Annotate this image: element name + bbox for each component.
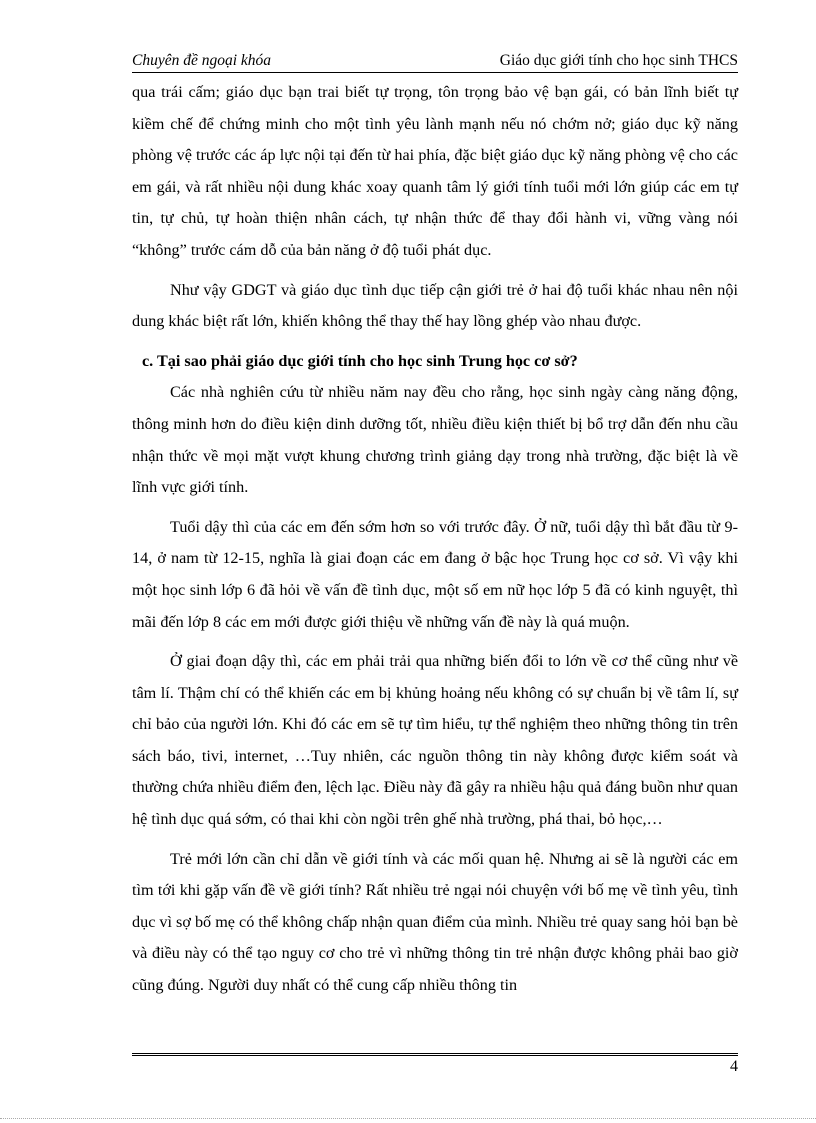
page-number: 4 <box>730 1058 738 1075</box>
header-left-title: Chuyên đề ngoại khóa <box>132 52 272 69</box>
page-header <box>132 50 738 73</box>
footer-rule <box>132 1053 738 1056</box>
document-body <box>132 77 738 1002</box>
header-right-title: Giáo dục giới tính cho học sinh THCS <box>499 52 738 69</box>
paragraph-6: Trẻ mới lớn cần chỉ dẫn về giới tính và các mối quan hệ. Nhưng ai sẽ là người các em tìm tới khi gặp vấn đề về giới tính? Rất nhiều trẻ ngại nói chuyện với bố mẹ về tình yêu, tình dục vì sợ bố mẹ có thể không chấp nhận quan điểm của mình. Nhiều trẻ quay sang hỏi bạn bè và điều này có thể tạo nguy cơ cho trẻ vì những thông tin trẻ nhận được không phải bao giờ cũng đúng. Người duy nhất có thể cung cấp nhiều thông tin <box>132 849 738 995</box>
section-heading: c. Tại sao phải giáo dục giới tính cho học sinh Trung học cơ sở? <box>142 351 578 370</box>
paragraph-1: qua trái cấm; giáo dục bạn trai biết tự trọng, tôn trọng bảo vệ bạn gái, có bản lĩnh biết tự kiềm chế để chứng minh cho một tình yêu lành mạnh nếu nó chớm nở; giáo dục kỹ năng phòng vệ trước các áp lực nội tại đến từ hai phía, đặc biệt giáo dục kỹ năng phòng vệ cho các em gái, và rất nhiều nội dung khác xoay quanh tâm lý giới tính tuổi mới lớn giúp các em tự tin, tự chủ, tự hoàn thiện nhân cách, tự nhận thức để thay đổi hành vi, vững vàng nói “không” trước cám dỗ của bản năng ở độ tuổi phát dục. <box>132 83 738 259</box>
paragraph-3: Các nhà nghiên cứu từ nhiều năm nay đều cho rằng, học sinh ngày càng năng động, thông minh hơn do điều kiện dinh dưỡng tốt, nhiều điều kiện thiết bị bổ trợ dẫn đến nhu cầu nhận thức về mọi mặt vượt khung chương trình giảng dạy trong nhà trường, đặc biệt là về lĩnh vực giới tính. <box>132 383 738 497</box>
page-bottom-border <box>0 1118 816 1119</box>
paragraph-2: Như vậy GDGT và giáo dục tình dục tiếp cận giới trẻ ở hai độ tuổi khác nhau nên nội dung khác biệt rất lớn, khiến không thể thay thế hay lồng ghép vào nhau được. <box>132 280 738 331</box>
paragraph-5: Ở giai đoạn dậy thì, các em phải trải qua những biến đổi to lớn về cơ thể cũng như về tâm lí. Thậm chí có thể khiến các em bị khủng hoảng nếu không có sự chuẩn bị về tâm lí, sự chỉ bảo của người lớn. Khi đó các em sẽ tự tìm hiểu, tự thể nghiệm theo những thông tin trên sách báo, tivi, internet, …Tuy nhiên, các nguồn thông tin này không được kiểm soát và thường chứa nhiều điểm đen, lệch lạc. Điều này đã gây ra nhiều hậu quả đáng buồn như quan hệ tình dục quá sớm, có thai khi còn ngồi trên ghế nhà trường, phá thai, bỏ học,… <box>132 652 738 829</box>
paragraph-4: Tuổi dậy thì của các em đến sớm hơn so với trước đây. Ở nữ, tuổi dậy thì bắt đầu từ 9-14, ở nam từ 12-15, nghĩa là giai đoạn các em đang ở bậc học Trung học cơ sở. Vì vậy khi một học sinh lớp 6 đã hỏi về vấn đề tình dục, một số em nữ học lớp 5 đã có kinh nguyệt, thì mãi đến lớp 8 các em mới được giới thiệu về những vấn đề này là quá muộn. <box>132 517 738 631</box>
